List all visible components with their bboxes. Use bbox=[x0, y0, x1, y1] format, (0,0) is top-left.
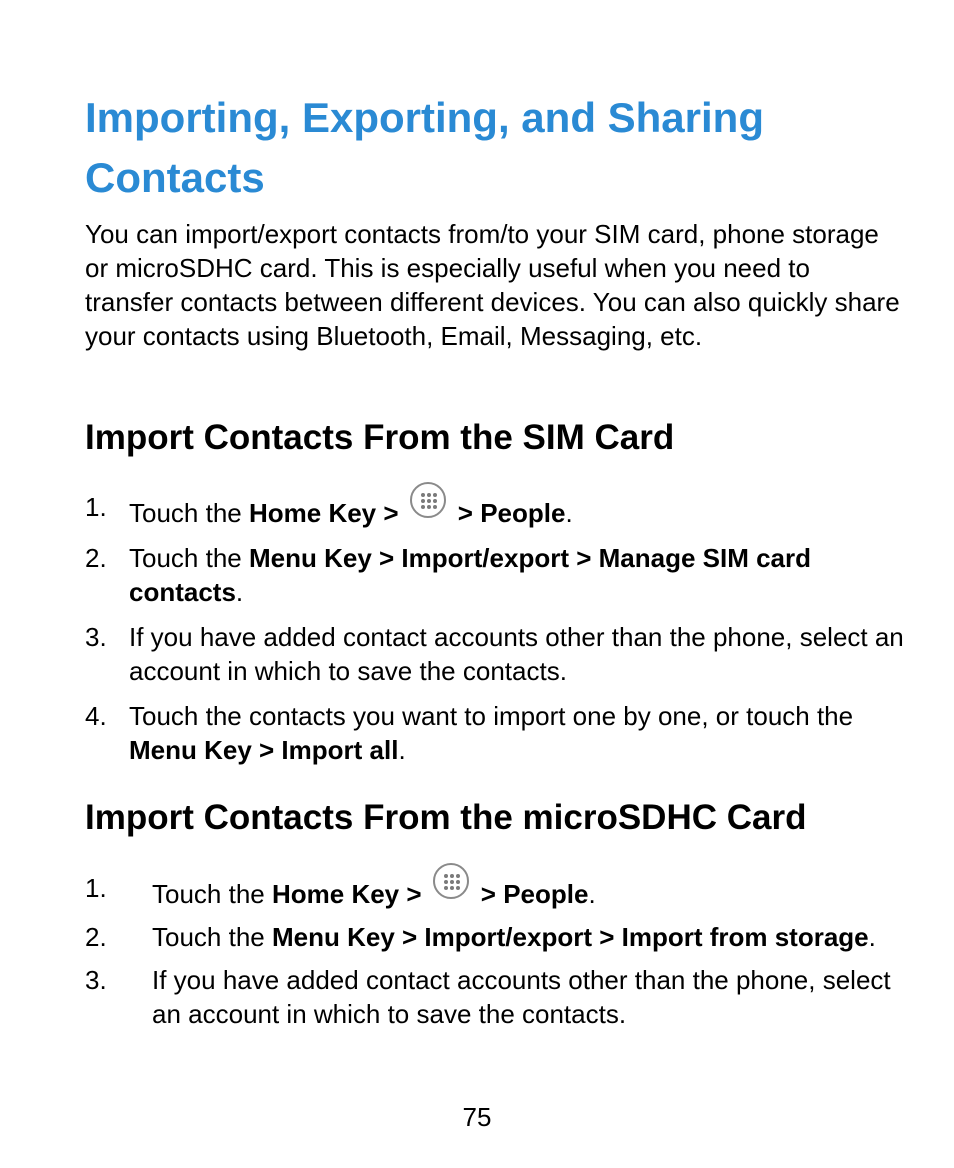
section-heading-sd: Import Contacts From the microSDHC Card bbox=[85, 798, 807, 837]
sd-steps-list bbox=[85, 871, 905, 1042]
section-heading-sim: Import Contacts From the SIM Card bbox=[85, 418, 675, 457]
intro-paragraph: You can import/export contacts from/to your SIM card, phone storage or microSDHC card. This is especially useful when you need to transfer contacts between different devices. You can also quickly share your contacts using Bluetooth, Email, Messaging, etc. bbox=[85, 219, 900, 351]
sim-steps-list bbox=[85, 490, 905, 778]
list-item: 2. Touch the Menu Key > Import/export > Manage SIM card contacts. bbox=[85, 543, 812, 607]
apps-icon bbox=[433, 863, 469, 899]
list-item: 4. Touch the contacts you want to import one by one, or touch the Menu Key > Import all. bbox=[85, 701, 854, 765]
list-item: 3. If you have added contact accounts other than the phone, select an account in which to save the contacts. bbox=[85, 622, 904, 686]
apps-icon bbox=[410, 482, 446, 518]
list-item: 2. Touch the Menu Key > Import/export > Import from storage. bbox=[85, 922, 876, 952]
page-title: Importing, Exporting, and Sharing Contacts bbox=[85, 94, 764, 201]
list-item: 3. If you have added contact accounts other than the phone, select an account in which to save the contacts. bbox=[85, 965, 891, 1029]
list-item: 1. Touch the Home Key > > People. bbox=[85, 871, 905, 911]
page-number: 75 bbox=[462, 1102, 492, 1132]
list-item: 1. Touch the Home Key > > People. bbox=[85, 490, 905, 530]
